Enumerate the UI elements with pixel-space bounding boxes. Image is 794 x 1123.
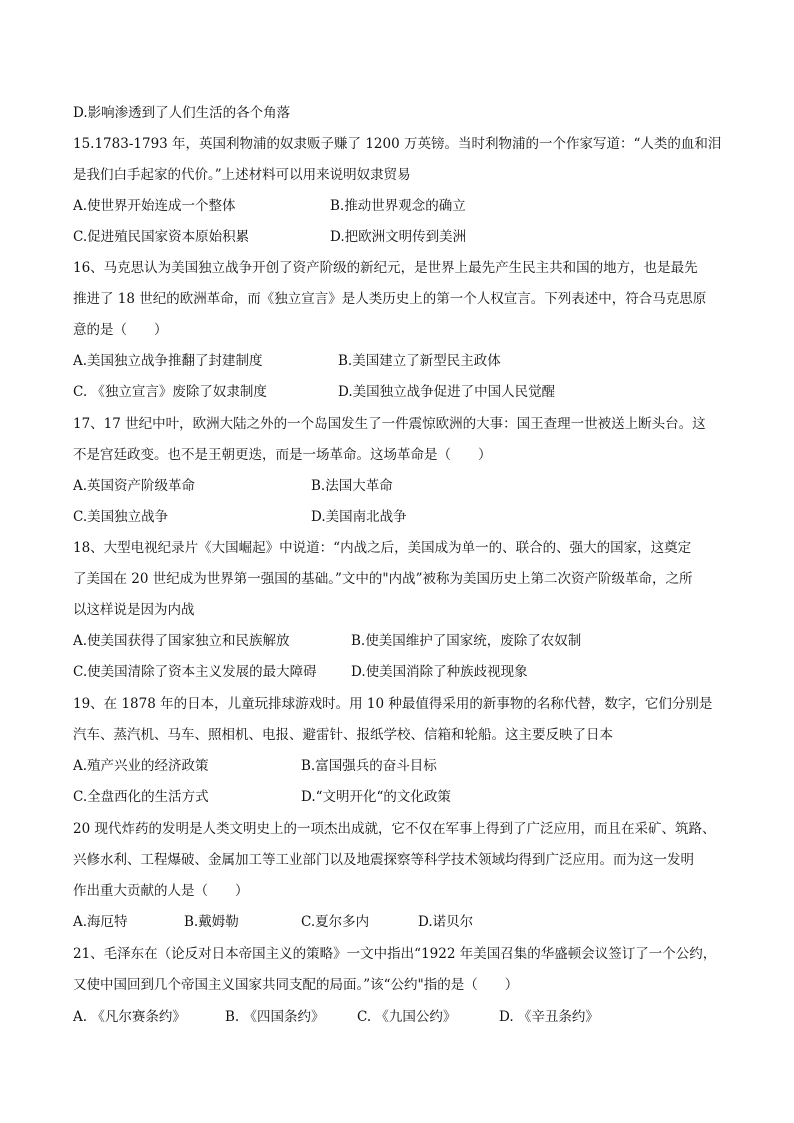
q15-stem-line-2: 是我们白手起家的代价。”上述材料可以用来说明奴隶贸易	[73, 167, 411, 183]
q18-stem-line-2: 了美国在 20 世纪成为世界第一强国的基础。”文中的"内战”被称为美国历史上第二次资产阶级革命，之所	[73, 571, 693, 587]
q19-option-d: D.“文明开化“的文化政策	[301, 789, 451, 805]
q20-option-d: D.诺贝尔	[418, 914, 474, 930]
q17-option-a: A.英国资产阶级革命	[73, 478, 196, 494]
q15-stem-line-1: 15.1783-1793 年，英国利物浦的奴隶贩子赚了 1200 万英镑。当时利物浦的一个作家写道：“人类的血和泪	[73, 136, 722, 152]
q18-option-b: B.使美国维护了国家统，废除了农奴制	[351, 633, 582, 649]
q21-option-a: A. 《凡尔赛条约》	[73, 1009, 186, 1025]
q15-option-c: C.促进殖民国家资本原始积累	[73, 229, 250, 245]
q19-option-a: A.殖产兴业的经济政策	[73, 758, 209, 774]
q16-stem-line-3: 意的是（ ）	[73, 322, 168, 338]
q21-stem-line-1: 21、毛泽东在（论反对日本帝国主义的策略》一文中指出“1922 年美国召集的华盛顿会议签订了一个公约，	[73, 946, 717, 962]
q21-stem-line-2: 又使中国回到几个帝国主义国家共同支配的局面。”该“公约"指的是（ ）	[73, 977, 519, 993]
q19-stem-line-2: 汽车、蒸汽机、马车、照相机、电报、避雷针、报纸学校、信箱和轮船。这主要反映了日本	[73, 727, 613, 743]
q20-stem-line-1: 20 现代炸药的发明是人类文明史上的一项杰出成就，它不仅在军事上得到了广泛应用，而且在采矿、筑路、	[73, 821, 716, 837]
q17-option-b: B.法国大革命	[311, 478, 393, 494]
q17-option-c: C.美国独立战争	[73, 509, 169, 525]
q15-option-a: A.使世界开始连成一个整体	[73, 198, 236, 214]
q17-option-d: D.美国南北战争	[311, 509, 407, 525]
q16-option-a: A.美国独立战争推翻了封建制度	[73, 353, 263, 369]
q19-option-c: C.全盘西化的生活方式	[73, 789, 209, 805]
q16-option-b: B.美国建立了新型民主政体	[338, 353, 501, 369]
q17-stem-line-2: 不是宫廷政变。也不是王朝更迭，而是一场革命。这场革命是（ ）	[73, 447, 492, 463]
q16-option-d: D.美国独立战争促进了中国人民觉醒	[338, 384, 556, 400]
q16-stem-line-2: 推进了 18 世纪的欧洲革命，而《独立宣言》是人类历史上的第一个人权宣言。下列表述中，符合马克思原	[73, 291, 707, 307]
q18-option-d: D.使美国消除了种族歧视现象	[351, 664, 528, 680]
q20-option-b: B.戴姆勒	[184, 914, 239, 930]
q21-option-c: C. 《九国公约》	[357, 1009, 457, 1025]
q20-option-a: A.海厄特	[73, 914, 128, 930]
q15-option-d: D.把欧洲文明传到美洲	[330, 229, 467, 245]
q18-option-a: A.使美国获得了国家独立和民族解放	[73, 633, 290, 649]
q18-option-c: C.使美国清除了资本主义发展的最大障碍	[73, 664, 317, 680]
q15-option-b: B.推动世界观念的确立	[330, 198, 466, 214]
q18-stem-line-3: 以这样说是因为内战	[73, 602, 195, 618]
q19-option-b: B.富国强兵的奋斗目标	[301, 758, 437, 774]
q18-stem-line-1: 18、大型电视纪录片《大国崛起》中说道：“内战之后，美国成为单一的、联合的、强大的国家，这奠定	[73, 540, 692, 556]
q16-stem-line-1: 16、马克思认为美国独立战争开创了资产阶级的新纪元，是世界上最先产生民主共和国的地方，也是最先	[73, 260, 698, 276]
q21-option-d: D. 《辛丑条约》	[499, 1009, 599, 1025]
q17-stem-line-1: 17、17 世纪中叶，欧洲大陆之外的一个岛国发生了一件震惊欧洲的大事：国王查理一世被送上断头台。这	[73, 416, 706, 432]
q21-option-b: B. 《四国条约》	[225, 1009, 325, 1025]
q19-stem-line-1: 19、在 1878 年的日本，儿童玩排球游戏时。用 10 种最值得采用的新事物的名称代替，数字，它们分别是	[73, 696, 713, 712]
q20-stem-line-2: 兴修水利、工程爆破、金属加工等工业部门以及地震探察等科学技术领域均得到广泛应用。而为这一发明	[73, 852, 694, 868]
q14-option-d: D.影响渗透到了人们生活的各个角落	[73, 105, 291, 121]
q20-option-c: C.夏尔多内	[301, 914, 370, 930]
q20-stem-line-3: 作出重大贡献的人是（ ）	[73, 883, 249, 899]
q16-option-c: C. 《独立宣言》废除了奴隶制度	[73, 384, 267, 400]
